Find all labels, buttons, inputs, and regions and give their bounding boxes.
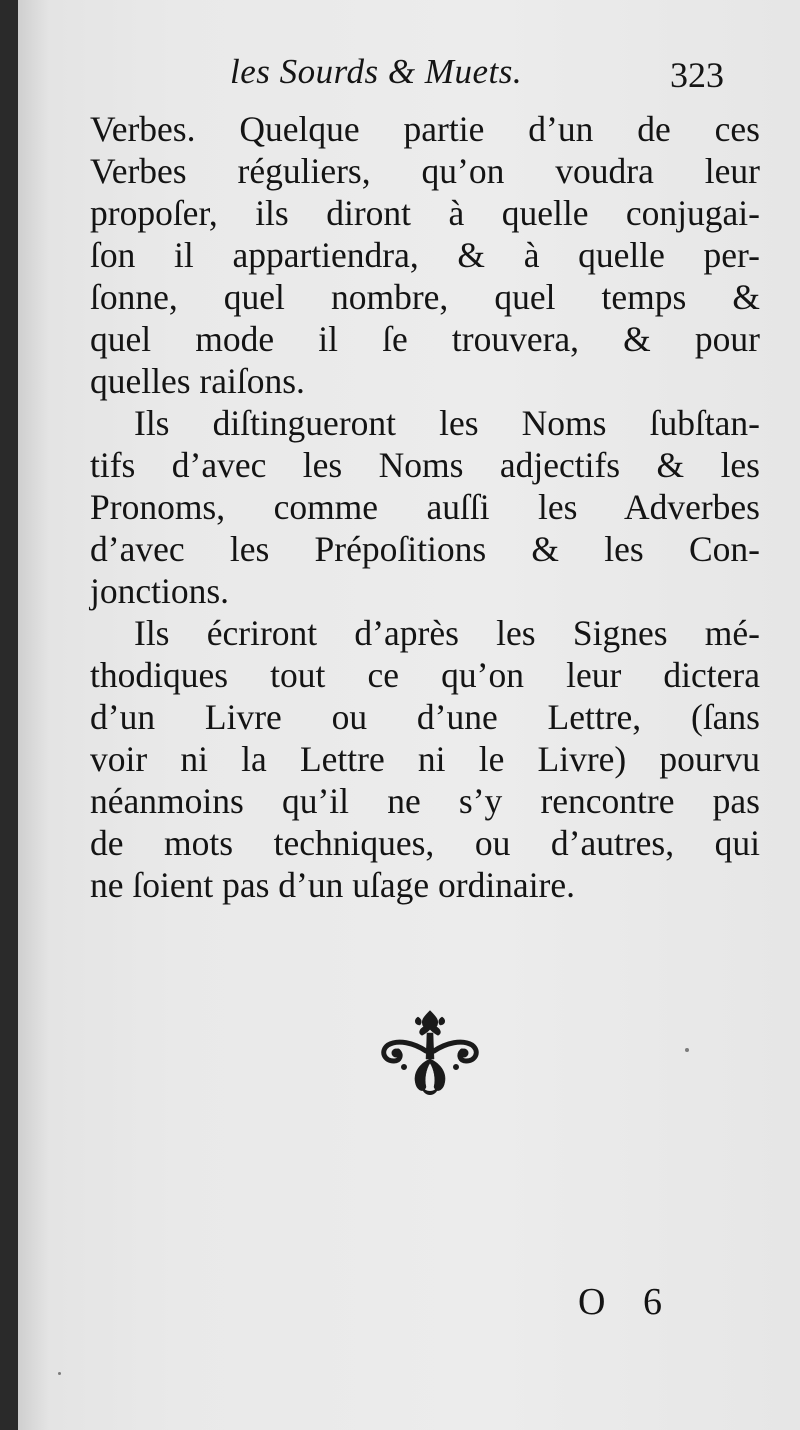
text-line: Verbes. Quelque partie d’un de ces <box>90 109 760 149</box>
text-line: d’un Livre ou d’une Lettre, (ſans <box>90 697 760 737</box>
page-number: 323 <box>670 55 724 95</box>
text-line: Ils écriront d’après les Signes mé- <box>134 613 760 653</box>
text-line: ſonne, quel nombre, quel temps & <box>90 277 760 317</box>
text-line: de mots techniques, ou d’autres, qui <box>90 823 760 863</box>
text-line: Verbes réguliers, qu’on voudra leur <box>90 151 760 191</box>
text-line: néanmoins qu’il ne s’y rencontre pas <box>90 781 760 821</box>
text-line: voir ni la Lettre ni le Livre) pourvu <box>90 739 760 779</box>
text-line: ſon il appartiendra, & à quelle per- <box>90 235 760 275</box>
running-head: les Sourds & Muets. <box>230 52 523 91</box>
speck <box>685 1048 689 1052</box>
signature-mark: O 6 <box>578 1281 676 1323</box>
text-line: quelles raiſons. <box>90 361 305 401</box>
text-line: propoſer, ils diront à quelle conjugai- <box>90 193 760 233</box>
book-page <box>18 0 800 1430</box>
speck <box>58 1372 61 1375</box>
body-text <box>90 108 760 906</box>
text-line: tifs d’avec les Noms adjectifs & les <box>90 445 760 485</box>
text-line: jonctions. <box>90 571 230 611</box>
fleuron-ornament-icon <box>374 1003 486 1103</box>
text-line: quel mode il ſe trouvera, & pour <box>90 319 760 359</box>
page-header <box>18 48 800 98</box>
text-line: Pronoms, comme auſſi les Adverbes <box>90 487 760 527</box>
text-line: Ils diſtingueront les Noms ſubſtan- <box>134 403 760 443</box>
text-line: ne ſoient pas d’un uſage ordinaire. <box>90 865 576 905</box>
text-line: d’avec les Prépoſitions & les Con- <box>90 529 760 569</box>
text-line: thodiques tout ce qu’on leur dictera <box>90 655 760 695</box>
